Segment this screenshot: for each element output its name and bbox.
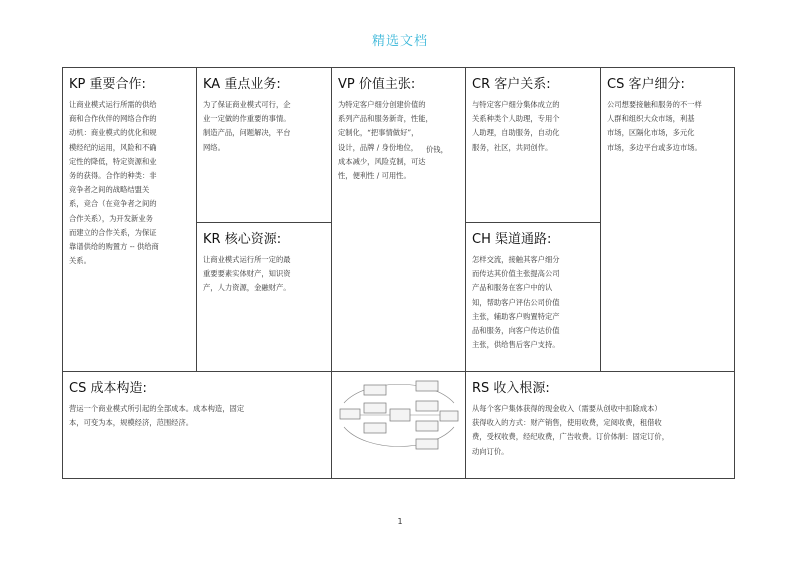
ch-text: 怎样交流，接触其客户细分 而传达其价值主张提高公司 产品和服务在客户中的认 知，帮助客户评估公司价值 主张，辅助客户购置特定产 品和服务，向客户传达价值 主张，供给售后客户支持。 [472, 255, 560, 350]
diagram-node-bottom-right [416, 439, 438, 449]
cr-text: 与特定客户细分集体成立的 关系种类个人助理，专用个 人助理，自助服务，自动化 服务，社区，共同创作。 [472, 100, 560, 152]
canvas-border-bottom [62, 478, 735, 479]
vp-text: 为特定客户细分创建价值的 系列产品和服务新奇，性能， 定制化，“把事情做好”， 设计，品牌 / 身份地位， 成本减少，风险克制，可达 性，便利性 / 可用性。 [338, 100, 433, 181]
kr-text: 让商业模式运行所一定的最 重要要素实体财产，知识资 产，人力资源，金融财产。 [203, 255, 291, 293]
kr-key-resources-block [197, 223, 331, 371]
cost-structure-heading: CS 成本构造: [69, 381, 147, 396]
diagram-node-top-right [416, 381, 438, 391]
document-title: 精选文档 [371, 34, 428, 49]
kp-key-partners-block [63, 68, 196, 371]
ka-heading: KA 重点业务: [203, 77, 281, 92]
cost-structure-block [63, 372, 331, 478]
ka-key-activities-block [197, 68, 331, 222]
cr-heading: CR 客户关系: [472, 77, 551, 92]
vp-price-word: 价钱， [426, 145, 448, 154]
diagram-node-lower-right [416, 421, 438, 431]
kp-text: 让商业模式运行所需的供给 商和合作伙伴的网络合作的 动机：商业模式的优化和规 模经纪的运用，风险和不确 定性的降低，特定资源和业 务的获得。合作的种类：非 竞争者之间的战略结盟关 系，竞合（在竞争者之间的 合作关系），为开发新业务 而建立的合作关系，为保证 靠谱供给的购置方 -- 供给商 关系。 [69, 100, 159, 266]
diagram-node-mid-left [364, 403, 386, 413]
diagram-node-right [440, 411, 458, 421]
diagram-node-left [340, 409, 360, 419]
diagram-node-center [390, 409, 410, 421]
kr-heading: KR 核心资源: [203, 232, 282, 247]
cr-customer-relationships-block [466, 68, 600, 222]
ch-channels-block [466, 223, 600, 371]
cs-segments-heading: CS 客户细分: [607, 77, 685, 92]
vp-heading: VP 价值主张: [338, 77, 416, 92]
cs-segments-text: 公司想要接触和服务的不一样 人群和组织大众市场，利基 市场，区隔化市场，多元化 市场，多边平台或多边市场。 [607, 100, 702, 152]
cs-customer-segments-block [601, 68, 734, 371]
revenue-streams-block [466, 372, 734, 478]
revenue-streams-heading: RS 收入根源: [472, 381, 550, 396]
cost-structure-text: 营运一个商业模式所引起的全部成本。成本构造，固定 本，可变为本，规模经济，范围经济。 [69, 404, 245, 428]
revenue-streams-text: 从每个客户集体获得的现金收入（需要从创收中扣除成本） 获得收入的方式：财产销售，使用收费，定阅收费，租借收 费，受权收费，经纪收费，广告收费。订价体制：固定订价， 动向订价。 [472, 404, 670, 456]
business-model-diagram-image [336, 373, 462, 457]
diagram-node-mid-right [416, 401, 438, 411]
vp-value-proposition-block [332, 68, 465, 371]
diagram-node-bottom-left [364, 423, 386, 433]
ch-heading: CH 渠道通路: [472, 232, 552, 247]
kp-heading: KP 重要合作: [69, 77, 146, 92]
diagram-node-top-left [364, 385, 386, 395]
ka-text: 为了保证商业模式可行，企 业一定做的作重要的事情。 制造产品，问题解决，平台 网络。 [203, 100, 291, 152]
page-number: 1 [397, 517, 403, 526]
canvas-border-right [734, 67, 735, 479]
